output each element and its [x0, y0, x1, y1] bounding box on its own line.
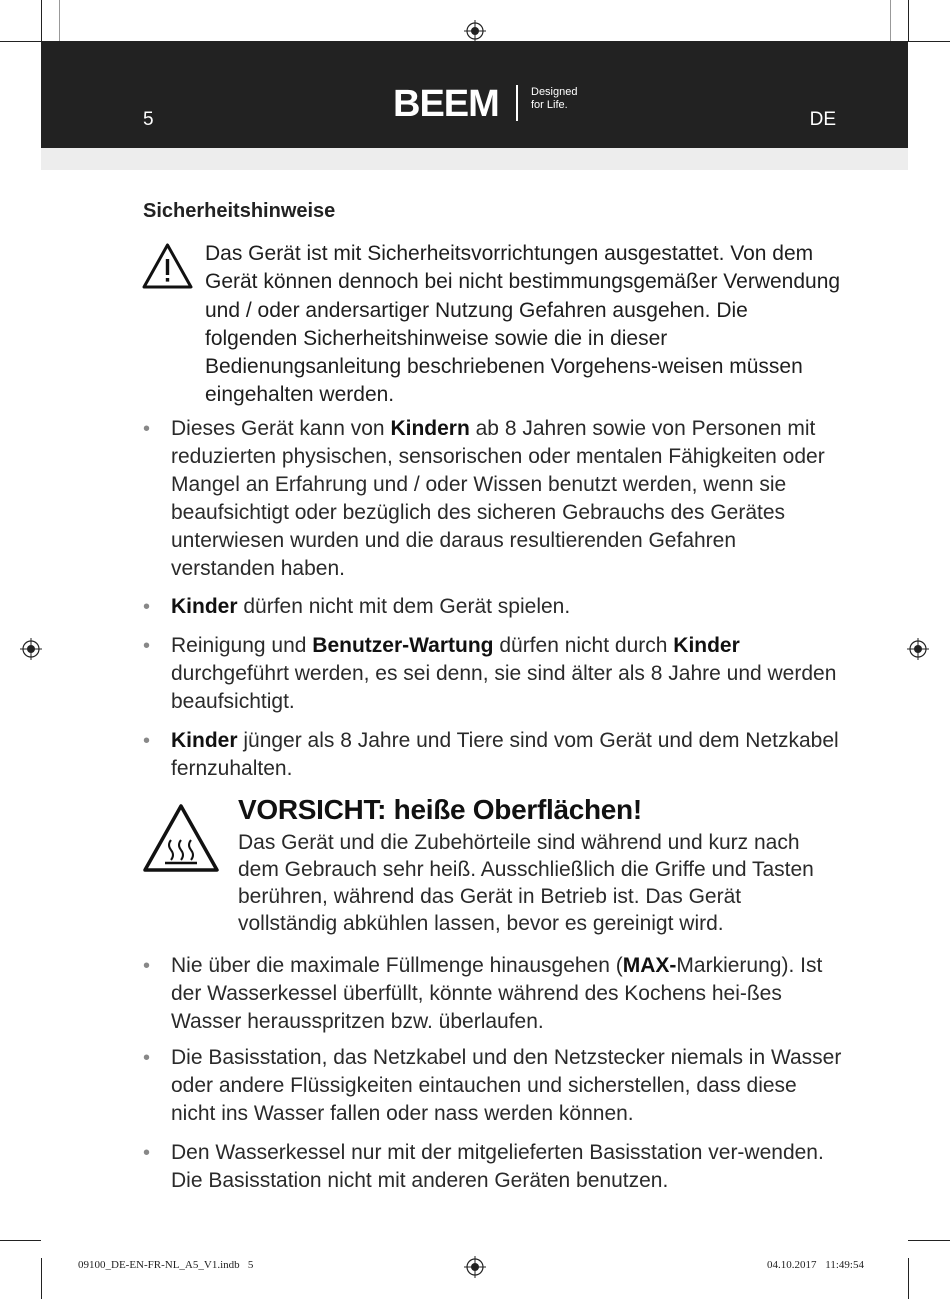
crop-mark: [0, 41, 41, 42]
crop-mark: [908, 41, 950, 42]
list-item: [143, 415, 843, 583]
hot-surface-icon: [141, 802, 221, 874]
footer-timestamp: [767, 1259, 864, 1271]
list-item: [143, 727, 843, 783]
bullet-dot: •: [143, 955, 151, 977]
tagline-line2: for Life.: [531, 99, 568, 111]
caution-body: Das Gerät und die Zubehörteile sind während und kurz nach dem Gebrauch sehr heiß. Ausschließlich die Griffe und Tasten berühren, während das Gerät in Betrieb ist. Das Gerät vollständig abkühlen lassen, bevor es gereinigt wird.: [238, 831, 814, 935]
list-item: [143, 1044, 843, 1128]
crop-mark: [59, 0, 60, 41]
brand-tagline: [531, 86, 577, 112]
logo-divider: [516, 85, 518, 121]
emphasis: Kinder: [673, 634, 740, 657]
footer-date: 04.10.2017: [767, 1259, 817, 1271]
bullet-dot: •: [143, 635, 151, 657]
header-strip: [41, 148, 908, 170]
crop-mark: [41, 0, 42, 41]
crop-mark: [41, 1258, 42, 1299]
list-item: [143, 952, 843, 1036]
list-item-text: Kinder jünger als 8 Jahre und Tiere sind vom Gerät und dem Netzkabel fernzuhalten.: [171, 729, 839, 780]
list-item-text: Reinigung und Benutzer-Wartung dürfen nicht durch Kinder durchgeführt werden, es sei denn, sie sind älter als 8 Jahre und werden beaufsichtigt.: [171, 634, 837, 713]
list-item-text: Kinder dürfen nicht mit dem Gerät spielen.: [171, 595, 571, 618]
list-item-text: Den Wasserkessel nur mit der mitgelieferten Basisstation ver-wenden. Die Basisstation nicht mit anderen Geräten benutzen.: [171, 1141, 824, 1192]
tagline-line1: Designed: [531, 86, 578, 98]
page-number: 5: [143, 109, 154, 130]
bullet-dot: •: [143, 596, 151, 618]
list-item: [143, 593, 843, 621]
registration-mark-icon: [464, 20, 486, 42]
crop-mark: [908, 1240, 950, 1241]
bullet-dot: •: [143, 730, 151, 752]
emphasis: Kinder: [171, 729, 238, 752]
list-item-text: Dieses Gerät kann von Kindern ab 8 Jahren sowie von Personen mit reduzierten physischen, sensorischen oder mentalen Fähigkeiten oder Mangel an Erfahrung und / oder Wissen benutzt werden, wenn sie beaufsichtigt oder bezüglich des sicheren Gebrauchs des Gerätes unterwiesen wurden und die daraus resultierenden Gefahren verstanden haben.: [171, 417, 825, 580]
list-item-text: Die Basisstation, das Netzkabel und den Netzstecker niemals in Wasser oder andere Flüssigkeiten eintauchen und sicherstellen, dass diese nicht ins Wasser fallen oder nass werden können.: [171, 1046, 842, 1125]
section-title: Sicherheitshinweise: [143, 200, 336, 222]
registration-mark-icon: [20, 638, 42, 660]
bullet-dot: •: [143, 1047, 151, 1069]
page-header: [41, 41, 908, 148]
emphasis: Kinder: [171, 595, 238, 618]
list-item: [143, 1139, 843, 1195]
crop-mark: [908, 1258, 909, 1299]
warning-triangle-icon: [141, 242, 194, 290]
footer-time: 11:49:54: [825, 1259, 864, 1271]
emphasis: Kindern: [390, 417, 470, 440]
list-item: [143, 632, 843, 716]
bullet-dot: •: [143, 418, 151, 440]
list-item-text: Nie über die maximale Füllmenge hinausgehen (MAX-Markierung). Ist der Wasserkessel überfüllt, könnte während des Kochens hei-ßes Wasser herausspritzen bzw. überlaufen.: [171, 954, 823, 1033]
registration-mark-icon: [464, 1256, 486, 1278]
emphasis: MAX-: [622, 954, 677, 977]
caution-title: VORSICHT: heiße Oberflächen!: [238, 794, 642, 825]
crop-mark: [908, 0, 909, 41]
emphasis: Benutzer-Wartung: [312, 634, 494, 657]
footer-file-name: 09100_DE-EN-FR-NL_A5_V1.indb 5: [78, 1259, 254, 1271]
registration-mark-icon: [907, 638, 929, 660]
brand-logo: BEEM: [393, 83, 499, 125]
language-code: DE: [809, 109, 836, 130]
crop-mark: [890, 0, 891, 41]
intro-paragraph: Das Gerät ist mit Sicherheitsvorrichtungen ausgestattet. Von dem Gerät können dennoch bei nicht bestimmungsgemäßer Verwendung und / oder andersartiger Nutzung Gefahren ausgehen. Die folgenden Sicherheitshinweise sowie die in dieser Bedienungsanleitung beschriebenen Vorgehens-weisen müssen eingehalten werden.: [205, 242, 841, 407]
crop-mark: [0, 1240, 41, 1241]
bullet-dot: •: [143, 1142, 151, 1164]
